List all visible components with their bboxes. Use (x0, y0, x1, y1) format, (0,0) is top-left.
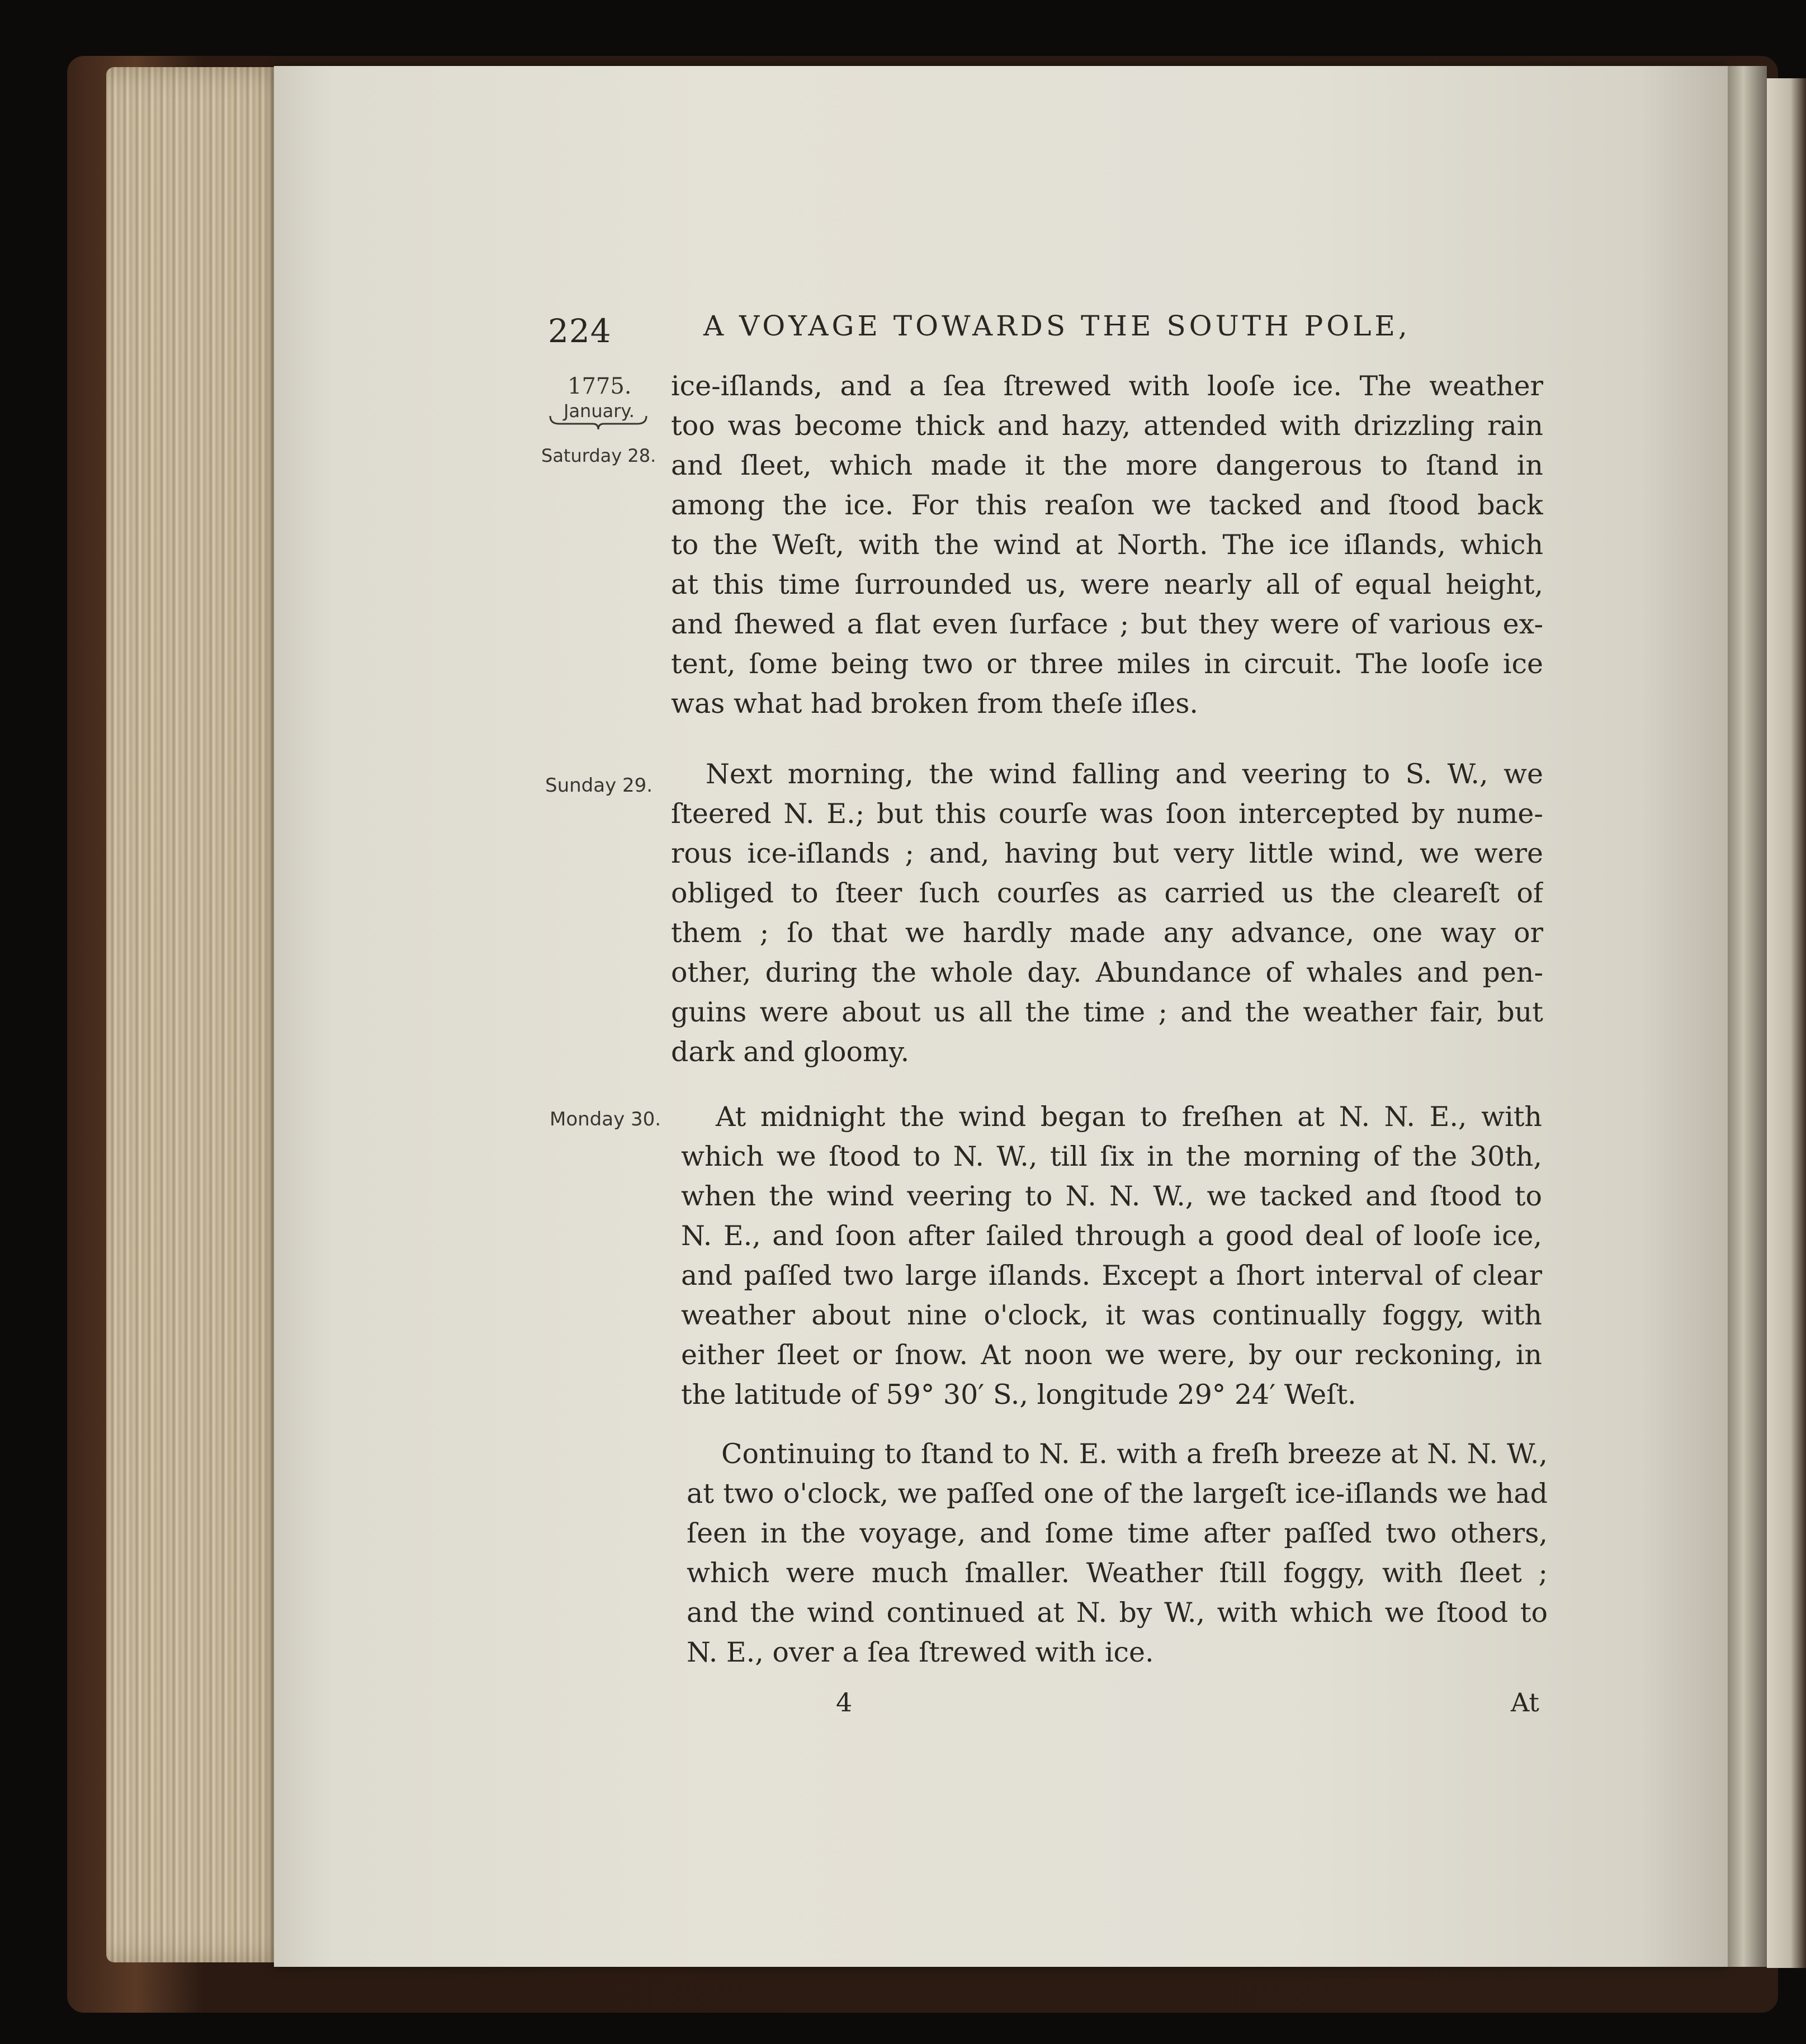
text-line: rous ice-iſlands ; and, having but very little wind, we were (671, 838, 1543, 869)
text-line: and the wind continued at N. by W., with which we ſtood to (687, 1597, 1548, 1629)
text-line: tent, ſome being two or three miles in circuit. The looſe ice (671, 648, 1543, 680)
margin-year: 1775. (568, 373, 632, 399)
text-line: the latitude of 59° 30′ S., longitude 29° 24′ Weſt. (681, 1379, 1356, 1411)
paragraph-3 (681, 1097, 1542, 1414)
text-line: to the Weſt, with the wind at North. The ice iſlands, which (671, 529, 1543, 561)
text-line: and ſleet, which made it the more dangerous to ſtand in (671, 450, 1543, 481)
margin-date-monday: Monday 30. (550, 1108, 661, 1130)
margin-month: January. (564, 400, 635, 422)
facing-page-edge (1767, 78, 1806, 1968)
catchword: At (1511, 1687, 1539, 1717)
paragraph-4 (687, 1434, 1548, 1672)
text-line: ſteered N. E.; but this courſe was ſoon intercepted by nume- (671, 798, 1543, 830)
text-line: ſeen in the voyage, and ſome time after paſſed two others, (687, 1517, 1548, 1549)
text-line: At midnight the wind began to freſhen at N. N. E., with (716, 1101, 1542, 1133)
margin-date-saturday: Saturday 28. (541, 445, 656, 466)
running-head: A VOYAGE TOWARDS THE SOUTH POLE, (703, 310, 1411, 342)
paragraph-1 (671, 366, 1543, 723)
text-line: other, during the whole day. Abundance of whales and pen- (671, 957, 1543, 988)
text-line: and paſſed two large iſlands. Except a ſhort interval of clear (681, 1260, 1542, 1291)
margin-date-sunday: Sunday 29. (545, 774, 653, 797)
text-line: N. E., and ſoon after ſailed through a good deal of looſe ice, (681, 1220, 1542, 1252)
text-line: ice-iſlands, and a ſea ſtrewed with looſe ice. The weather (671, 370, 1543, 402)
text-line: among the ice. For this reaſon we tacked and ſtood back (671, 489, 1543, 521)
book-gutter (1728, 66, 1767, 1967)
text-line: N. E., over a ſea ſtrewed with ice. (687, 1636, 1154, 1668)
page-edges (106, 67, 296, 1962)
text-line: which were much ſmaller. Weather ſtill foggy, with ſleet ; (687, 1557, 1548, 1589)
text-line: which we ſtood to N. W., till ſix in the morning of the 30th, (681, 1141, 1542, 1172)
text-line: either ſleet or ſnow. At noon we were, by our reckoning, in (681, 1339, 1542, 1371)
margin-brace-icon (548, 414, 649, 430)
text-line: was what had broken from theſe iſles. (671, 688, 1198, 720)
text-line: dark and gloomy. (671, 1036, 910, 1068)
text-line: at two o'clock, we paſſed one of the largeſt ice-iſlands we had (687, 1478, 1548, 1510)
text-line: Continuing to ſtand to N. E. with a freſh breeze at N. N. W., (721, 1438, 1548, 1470)
paragraph-2 (671, 754, 1543, 1072)
text-line: guins were about us all the time ; and the weather fair, but (671, 996, 1543, 1028)
text-line: at this time ſurrounded us, were nearly all of equal height, (671, 569, 1543, 600)
text-line: and ſhewed a flat even ſurface ; but they were of various ex- (671, 608, 1543, 640)
text-line: Next morning, the wind falling and veering to S. W., we (706, 758, 1543, 790)
text-line: too was become thick and hazy, attended with drizzling rain (671, 410, 1543, 442)
page-number: 224 (548, 312, 612, 350)
text-line: when the wind veering to N. N. W., we tacked and ſtood to (681, 1180, 1542, 1212)
text-line: weather about nine o'clock, it was continually foggy, with (681, 1299, 1542, 1331)
text-line: them ; ſo that we hardly made any advance, one way or (671, 917, 1543, 949)
text-line: obliged to ſteer ſuch courſes as carried us the cleareſt of (671, 877, 1543, 909)
signature-mark: 4 (836, 1687, 853, 1717)
